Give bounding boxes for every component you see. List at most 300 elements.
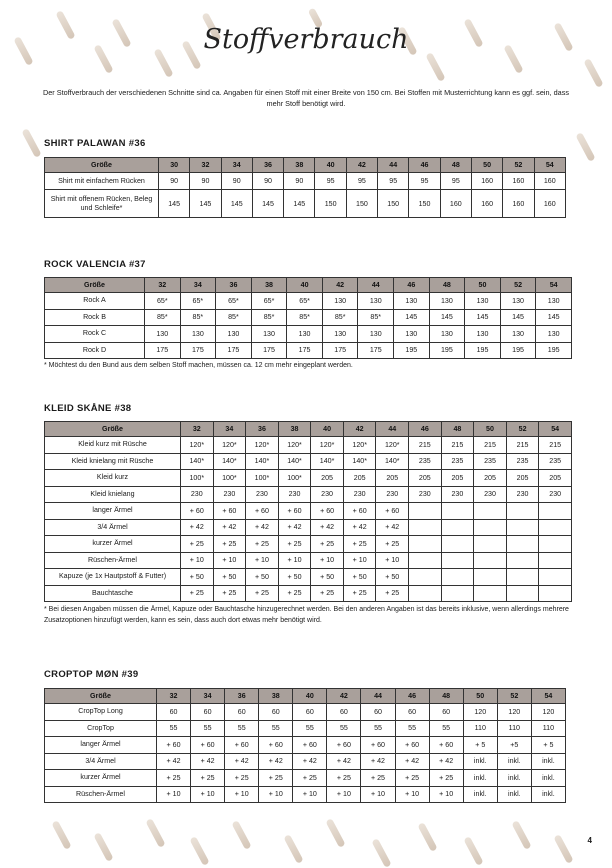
table-cell: 130	[536, 326, 572, 343]
column-header: 42	[343, 422, 376, 437]
table-cell: + 42	[246, 519, 279, 536]
column-header: 46	[409, 422, 442, 437]
table-shirt-palawan	[44, 157, 566, 218]
table-cell: 140*	[376, 453, 409, 470]
table-cell: 195	[465, 342, 501, 359]
row-label: CropTop	[45, 720, 157, 737]
table-cell: 145	[465, 309, 501, 326]
table-cell: inkl.	[497, 753, 531, 770]
table-cell: 120*	[311, 437, 344, 454]
table-cell: 145	[500, 309, 536, 326]
column-header: 48	[429, 278, 465, 293]
row-label: Rüschen-Ärmel	[45, 786, 157, 803]
table-cell: 145	[221, 190, 252, 218]
table-row	[45, 753, 566, 770]
table-row	[45, 486, 572, 503]
table-croptop-mon	[44, 688, 566, 803]
table-cell: 175	[145, 342, 181, 359]
table-cell: 205	[506, 470, 539, 487]
table-cell	[539, 552, 572, 569]
column-header: 32	[157, 689, 191, 704]
column-header: 42	[322, 278, 358, 293]
table-cell: 160	[471, 173, 502, 190]
table-cell: + 42	[225, 753, 259, 770]
table-cell: 230	[376, 486, 409, 503]
row-label: 3/4 Ärmel	[45, 753, 157, 770]
table-cell: 230	[441, 486, 474, 503]
table-cell: + 10	[361, 786, 395, 803]
table-cell: 55	[395, 720, 429, 737]
table-cell: 130	[500, 293, 536, 310]
table-cell: 120	[531, 704, 565, 721]
column-header: 46	[395, 689, 429, 704]
table-cell: 130	[287, 326, 323, 343]
table-cell: 130	[358, 293, 394, 310]
column-header: 50	[471, 158, 502, 173]
table-cell: 110	[463, 720, 497, 737]
table-cell: + 10	[327, 786, 361, 803]
note-kleid: * Bei diesen Angaben müssen die Ärmel, Kapuze oder Bauchtasche hinzugerechnet werden. Bei den anderen Angaben ist das bereits inklusive, wenn allerdings mehrere Zusatzoptionen hinzufügt werden, kann es sein, dass auch dort etwas mehr benötigt wird.	[44, 606, 569, 624]
table-cell: + 10	[157, 786, 191, 803]
table-row	[45, 536, 572, 553]
column-header: 52	[500, 278, 536, 293]
table-cell: 90	[159, 173, 190, 190]
table-cell: 130	[358, 326, 394, 343]
table-row	[45, 585, 572, 602]
table-cell: 60	[429, 704, 463, 721]
table-cell: + 60	[157, 737, 191, 754]
page-title: Stoffverbrauch	[203, 24, 409, 55]
table-cell: 160	[503, 190, 534, 218]
table-cell: + 42	[259, 753, 293, 770]
table-cell: + 50	[246, 569, 279, 586]
table-cell: 215	[474, 437, 507, 454]
table-cell: 205	[539, 470, 572, 487]
table-cell: 230	[246, 486, 279, 503]
table-cell: 100*	[246, 470, 279, 487]
table-cell: inkl.	[531, 770, 565, 787]
table-cell: 140*	[213, 453, 246, 470]
table-cell: inkl.	[531, 753, 565, 770]
table-cell: 90	[190, 173, 221, 190]
table-cell: 205	[343, 470, 376, 487]
table-cell: 145	[429, 309, 465, 326]
table-cell: 130	[429, 326, 465, 343]
table-cell: 60	[293, 704, 327, 721]
table-cell: 65*	[145, 293, 181, 310]
table-cell	[474, 536, 507, 553]
table-cell: 150	[346, 190, 377, 218]
table-cell	[506, 519, 539, 536]
table-cell: + 60	[429, 737, 463, 754]
table-cell: 65*	[216, 293, 252, 310]
table-cell: + 50	[213, 569, 246, 586]
table-cell: 230	[409, 486, 442, 503]
table-cell: 230	[539, 486, 572, 503]
table-cell: 230	[311, 486, 344, 503]
table-cell: + 60	[343, 503, 376, 520]
table-cell: 160	[471, 190, 502, 218]
table-cell: 150	[378, 190, 409, 218]
table-cell	[539, 503, 572, 520]
table-cell: 215	[409, 437, 442, 454]
column-header: 48	[441, 422, 474, 437]
section-heading-rock: ROCK VALENCIA #37	[44, 259, 146, 270]
table-cell: + 25	[311, 536, 344, 553]
column-header: 34	[221, 158, 252, 173]
table-cell: 130	[322, 293, 358, 310]
table-cell: 145	[252, 190, 283, 218]
table-cell: 85*	[358, 309, 394, 326]
table-cell: 130	[465, 326, 501, 343]
table-cell: 60	[191, 704, 225, 721]
column-header: 52	[506, 422, 539, 437]
table-cell: + 25	[311, 585, 344, 602]
table-cell: 235	[539, 453, 572, 470]
table-cell: 130	[429, 293, 465, 310]
table-cell: + 50	[311, 569, 344, 586]
table-cell: 90	[221, 173, 252, 190]
table-cell: 205	[376, 470, 409, 487]
table-cell: 215	[539, 437, 572, 454]
table-cell: + 60	[361, 737, 395, 754]
column-header: 32	[190, 158, 221, 173]
column-header: 48	[440, 158, 471, 173]
section-heading-shirt: SHIRT PALAWAN #36	[44, 138, 146, 149]
table-cell: + 10	[293, 786, 327, 803]
column-header: 40	[293, 689, 327, 704]
row-label: Rock B	[45, 309, 145, 326]
table-cell: 195	[429, 342, 465, 359]
table-cell: 130	[500, 326, 536, 343]
table-row	[45, 293, 572, 310]
table-cell: 230	[474, 486, 507, 503]
table-cell: 95	[409, 173, 440, 190]
table-cell: + 25	[191, 770, 225, 787]
table-cell: 55	[157, 720, 191, 737]
table-cell: + 42	[278, 519, 311, 536]
column-header: 52	[497, 689, 531, 704]
row-label: Kleid knielang	[45, 486, 181, 503]
table-cell: + 25	[213, 585, 246, 602]
column-header: 40	[315, 158, 346, 173]
column-header: 50	[463, 689, 497, 704]
table-cell: + 42	[327, 753, 361, 770]
table-cell: 230	[213, 486, 246, 503]
table-cell: 195	[394, 342, 430, 359]
table-cell	[506, 585, 539, 602]
column-header: 34	[180, 278, 216, 293]
row-label: Kleid knielang mit Rüsche	[45, 453, 181, 470]
table-cell: 160	[534, 190, 565, 218]
table-cell	[441, 552, 474, 569]
table-cell: + 60	[225, 737, 259, 754]
column-header-size: Größe	[45, 689, 157, 704]
column-header: 44	[361, 689, 395, 704]
table-cell: 175	[358, 342, 394, 359]
row-label: Shirt mit offenem Rücken, Beleg und Schleife*	[45, 190, 159, 218]
table-cell: 130	[216, 326, 252, 343]
table-cell: 160	[534, 173, 565, 190]
section-heading-kleid: KLEID SKÅNE #38	[44, 403, 132, 414]
table-kleid-skane	[44, 421, 572, 602]
table-cell: 160	[440, 190, 471, 218]
table-cell	[506, 552, 539, 569]
table-cell: + 42	[181, 519, 214, 536]
column-header: 46	[394, 278, 430, 293]
table-row	[45, 737, 566, 754]
table-cell: 145	[190, 190, 221, 218]
table-cell: + 25	[225, 770, 259, 787]
table-cell: 95	[315, 173, 346, 190]
column-header: 40	[287, 278, 323, 293]
table-cell	[441, 519, 474, 536]
column-header: 32	[145, 278, 181, 293]
column-header: 34	[213, 422, 246, 437]
column-header: 40	[311, 422, 344, 437]
table-cell: 160	[503, 173, 534, 190]
table-cell: + 60	[311, 503, 344, 520]
table-cell: + 60	[327, 737, 361, 754]
table-cell: + 42	[191, 753, 225, 770]
table-cell: + 10	[246, 552, 279, 569]
column-header: 34	[191, 689, 225, 704]
table-cell: 120*	[181, 437, 214, 454]
column-header: 36	[216, 278, 252, 293]
table-row	[45, 342, 572, 359]
column-header: 54	[534, 158, 565, 173]
row-label: Rock C	[45, 326, 145, 343]
table-cell: + 10	[259, 786, 293, 803]
table-cell: 175	[180, 342, 216, 359]
table-cell: 130	[536, 293, 572, 310]
table-row	[45, 704, 566, 721]
table-cell: 60	[395, 704, 429, 721]
table-cell: 205	[441, 470, 474, 487]
row-label: Shirt mit einfachem Rücken	[45, 173, 159, 190]
row-label: Bauchtasche	[45, 585, 181, 602]
table-cell: inkl.	[463, 786, 497, 803]
table-cell	[409, 519, 442, 536]
column-header: 54	[539, 422, 572, 437]
row-label: Kleid kurz	[45, 470, 181, 487]
table-cell	[506, 536, 539, 553]
table-cell: 55	[191, 720, 225, 737]
column-header: 38	[259, 689, 293, 704]
table-cell: + 25	[181, 585, 214, 602]
column-header: 54	[531, 689, 565, 704]
table-cell: 120*	[343, 437, 376, 454]
table-cell: inkl.	[463, 753, 497, 770]
table-cell: + 60	[259, 737, 293, 754]
table-cell: 140*	[278, 453, 311, 470]
table-cell: 55	[259, 720, 293, 737]
table-cell: + 25	[278, 585, 311, 602]
table-cell: + 25	[246, 585, 279, 602]
table-cell: 130	[180, 326, 216, 343]
table-cell: + 42	[395, 753, 429, 770]
table-cell: 85*	[145, 309, 181, 326]
table-cell: 205	[409, 470, 442, 487]
intro-text: Der Stoffverbrauch der verschiedenen Schnitte sind ca. Angaben für einen Stoff mit einer Breite von 150 cm. Bei Stoffen mit Musterrichtung kann es ggf. sein, dass mehr Stoff benötigt wird.	[42, 88, 570, 108]
table-cell	[409, 552, 442, 569]
table-cell: 205	[311, 470, 344, 487]
table-cell	[539, 519, 572, 536]
table-cell: 230	[278, 486, 311, 503]
table-cell: 110	[497, 720, 531, 737]
table-cell: + 60	[191, 737, 225, 754]
column-header: 52	[503, 158, 534, 173]
column-header-size: Größe	[45, 158, 159, 173]
table-cell: 95	[440, 173, 471, 190]
column-header: 38	[251, 278, 287, 293]
table-cell: + 25	[395, 770, 429, 787]
table-cell: 55	[361, 720, 395, 737]
table-cell	[506, 569, 539, 586]
column-header: 42	[327, 689, 361, 704]
table-cell: + 10	[343, 552, 376, 569]
table-cell: 140*	[311, 453, 344, 470]
table-cell: + 25	[259, 770, 293, 787]
table-cell: 120	[497, 704, 531, 721]
table-cell: 55	[225, 720, 259, 737]
table-cell: + 42	[429, 753, 463, 770]
table-cell: 110	[531, 720, 565, 737]
table-cell: + 50	[343, 569, 376, 586]
table-cell: + 10	[376, 552, 409, 569]
column-header: 30	[159, 158, 190, 173]
table-row	[45, 309, 572, 326]
table-cell: + 42	[213, 519, 246, 536]
table-cell: 130	[322, 326, 358, 343]
column-header: 36	[252, 158, 283, 173]
table-cell: + 25	[157, 770, 191, 787]
table-cell: + 25	[376, 585, 409, 602]
table-cell: 55	[293, 720, 327, 737]
table-cell: + 60	[213, 503, 246, 520]
table-cell: 145	[159, 190, 190, 218]
table-cell: + 10	[311, 552, 344, 569]
table-cell	[474, 569, 507, 586]
column-header: 50	[474, 422, 507, 437]
table-cell: + 25	[376, 536, 409, 553]
table-cell: 130	[465, 293, 501, 310]
table-cell: + 50	[181, 569, 214, 586]
table-row	[45, 453, 572, 470]
table-cell	[474, 552, 507, 569]
column-header-size: Größe	[45, 278, 145, 293]
table-cell: 215	[506, 437, 539, 454]
table-cell: + 42	[343, 519, 376, 536]
table-cell: 60	[361, 704, 395, 721]
table-cell: + 25	[293, 770, 327, 787]
table-cell: 175	[216, 342, 252, 359]
row-label: kurzer Ärmel	[45, 770, 157, 787]
table-cell: 230	[506, 486, 539, 503]
table-cell: + 10	[213, 552, 246, 569]
table-cell: + 10	[395, 786, 429, 803]
table-cell: 60	[327, 704, 361, 721]
table-cell: 230	[343, 486, 376, 503]
table-cell	[441, 503, 474, 520]
table-cell: + 60	[376, 503, 409, 520]
table-cell: 215	[441, 437, 474, 454]
table-cell	[441, 585, 474, 602]
table-cell: + 25	[343, 585, 376, 602]
table-cell: 140*	[343, 453, 376, 470]
table-cell: 65*	[251, 293, 287, 310]
row-label: Kleid kurz mit Rüsche	[45, 437, 181, 454]
column-header: 48	[429, 689, 463, 704]
table-cell: 130	[145, 326, 181, 343]
table-cell: + 60	[395, 737, 429, 754]
column-header-size: Größe	[45, 422, 181, 437]
table-cell	[409, 503, 442, 520]
table-cell: + 25	[246, 536, 279, 553]
table-cell: 100*	[181, 470, 214, 487]
table-cell: + 60	[181, 503, 214, 520]
table-cell: 90	[284, 173, 315, 190]
table-cell: 205	[474, 470, 507, 487]
row-label: CropTop Long	[45, 704, 157, 721]
table-rock-valencia	[44, 277, 572, 359]
table-cell: 90	[252, 173, 283, 190]
table-cell: 65*	[180, 293, 216, 310]
table-cell	[474, 503, 507, 520]
page-number: 4	[587, 836, 592, 845]
table-cell: 150	[315, 190, 346, 218]
table-cell: 195	[500, 342, 536, 359]
row-label: 3/4 Ärmel	[45, 519, 181, 536]
table-cell	[409, 569, 442, 586]
table-cell: 235	[506, 453, 539, 470]
row-label: langer Ärmel	[45, 737, 157, 754]
table-cell: 235	[441, 453, 474, 470]
table-cell	[474, 585, 507, 602]
column-header: 32	[181, 422, 214, 437]
table-cell: 60	[259, 704, 293, 721]
table-cell: 95	[378, 173, 409, 190]
table-cell: + 50	[278, 569, 311, 586]
table-cell: 60	[225, 704, 259, 721]
table-row	[45, 503, 572, 520]
table-row	[45, 720, 566, 737]
table-cell: + 42	[293, 753, 327, 770]
column-header: 42	[346, 158, 377, 173]
table-cell: 145	[536, 309, 572, 326]
table-cell: 120*	[213, 437, 246, 454]
table-cell: 195	[536, 342, 572, 359]
table-row	[45, 437, 572, 454]
table-cell: 235	[474, 453, 507, 470]
table-cell: + 10	[191, 786, 225, 803]
table-cell: + 10	[429, 786, 463, 803]
table-cell: 175	[251, 342, 287, 359]
column-header: 36	[246, 422, 279, 437]
row-label: kurzer Ärmel	[45, 536, 181, 553]
table-cell	[409, 536, 442, 553]
table-cell: + 42	[361, 753, 395, 770]
table-cell: 65*	[287, 293, 323, 310]
table-cell: 130	[251, 326, 287, 343]
table-cell: 95	[346, 173, 377, 190]
table-cell: + 25	[327, 770, 361, 787]
table-cell: 145	[284, 190, 315, 218]
row-label: Rock D	[45, 342, 145, 359]
column-header: 50	[465, 278, 501, 293]
table-cell: 100*	[278, 470, 311, 487]
table-cell: +5	[497, 737, 531, 754]
